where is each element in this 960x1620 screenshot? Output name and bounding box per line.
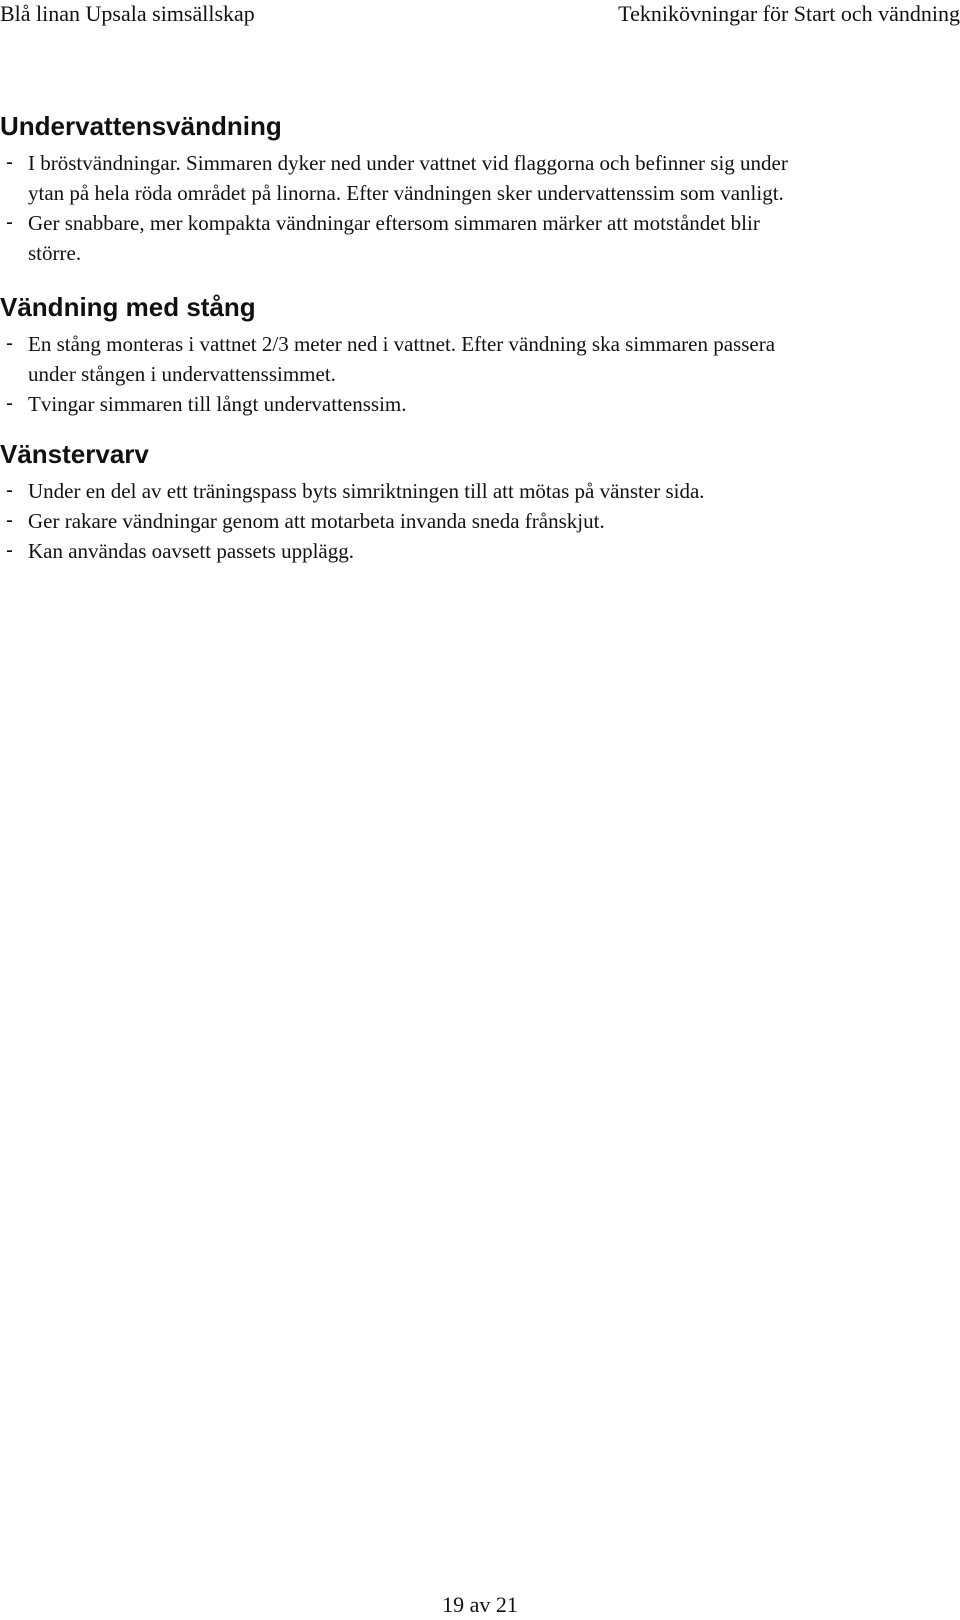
section-heading: Undervattensvändning xyxy=(0,111,282,141)
list-item xyxy=(0,389,950,419)
list-item-line: ytan på hela röda området på linorna. Efter vändningen sker undervattenssim som vanligt. xyxy=(28,181,784,205)
list-item xyxy=(0,208,950,268)
list-item xyxy=(0,506,950,536)
dash-bullet: - xyxy=(6,539,13,562)
list-item-line: En stång monteras i vattnet 2/3 meter ned i vattnet. Efter vändning ska simmaren passera xyxy=(28,332,776,356)
section-vanstervarv xyxy=(0,432,950,566)
list-item xyxy=(0,148,950,208)
section-heading: Vänstervarv xyxy=(0,439,149,469)
section-undervattensvandning xyxy=(0,104,950,268)
section-heading: Vändning med stång xyxy=(0,292,256,322)
list-item-line: större. xyxy=(28,241,82,265)
list-item xyxy=(0,536,950,566)
list-item xyxy=(0,329,950,389)
dash-bullet: - xyxy=(6,211,13,234)
list-item-line: Under en del av ett träningspass byts simriktningen till att mötas på vänster sida. xyxy=(28,479,705,503)
bullet-list xyxy=(0,476,950,566)
dash-bullet: - xyxy=(6,332,13,355)
page-header xyxy=(0,0,960,32)
document-content xyxy=(0,104,950,566)
list-item-line: Ger rakare vändningar genom att motarbeta invanda sneda frånskjut. xyxy=(28,509,605,533)
header-organization: Blå linan Upsala simsällskap xyxy=(0,1,255,26)
header-document-title: Teknikövningar för Start och vändning xyxy=(618,1,960,26)
list-item-line: Kan användas oavsett passets upplägg. xyxy=(28,539,355,563)
list-item-line: under stången i undervattenssimmet. xyxy=(28,362,336,386)
list-item-line: I bröstvändningar. Simmaren dyker ned under vattnet vid flaggorna och befinner sig under xyxy=(28,151,788,175)
dash-bullet: - xyxy=(6,509,13,532)
section-spacing xyxy=(0,419,950,432)
bullet-list xyxy=(0,148,950,268)
list-item-line: Ger snabbare, mer kompakta vändningar eftersom simmaren märker att motståndet blir xyxy=(28,211,760,235)
section-vandning-med-stang xyxy=(0,285,950,419)
bullet-list xyxy=(0,329,950,419)
dash-bullet: - xyxy=(6,479,13,502)
list-item xyxy=(0,476,950,506)
page-number: 19 av 21 xyxy=(442,1592,518,1617)
list-item-line: Tvingar simmaren till långt undervattenssim. xyxy=(28,392,407,416)
dash-bullet: - xyxy=(6,392,13,415)
dash-bullet: - xyxy=(6,151,13,174)
section-spacing xyxy=(0,268,950,285)
